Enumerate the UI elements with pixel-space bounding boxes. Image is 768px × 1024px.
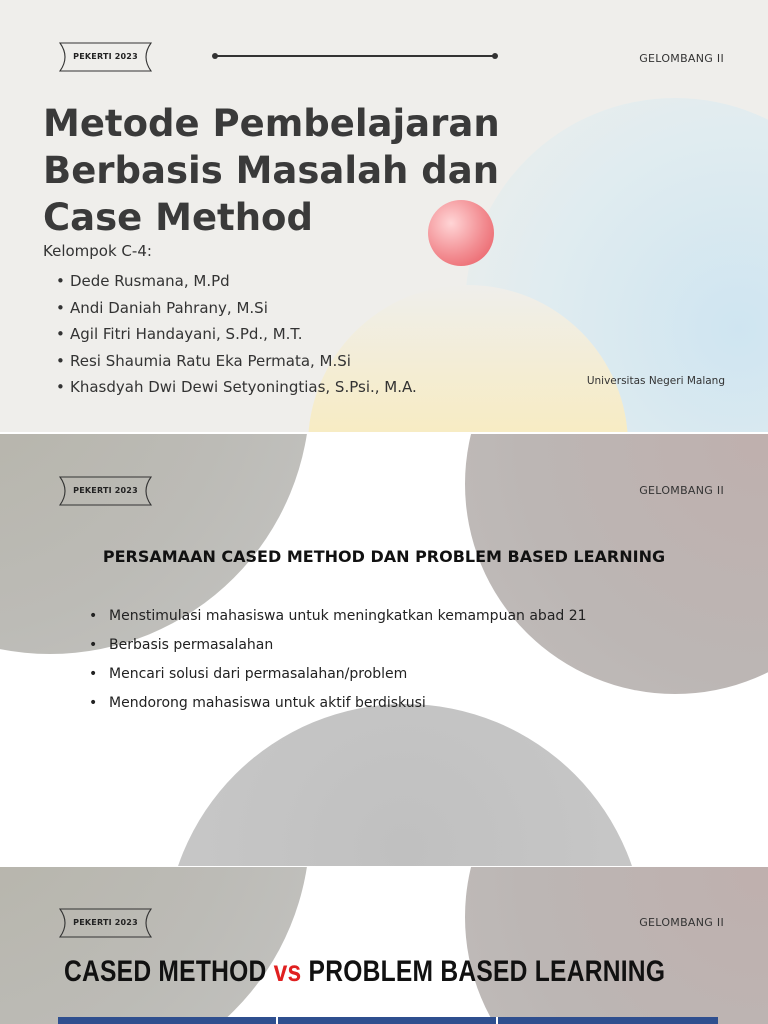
similarity-list bbox=[89, 604, 587, 720]
comparison-title bbox=[64, 955, 665, 989]
pekerti-badge bbox=[57, 42, 154, 72]
comparison-table-header bbox=[58, 1017, 718, 1024]
title-right: PROBLEM BASED LEARNING bbox=[308, 955, 666, 988]
line-end-dot bbox=[492, 53, 498, 59]
gray-circle-bottom bbox=[165, 704, 645, 866]
similarity-item: • Mendorong mahasiswa untuk aktif berdiskusi bbox=[89, 695, 426, 711]
presentation-title: Metode Pembelajaran Berbasis Masalah dan Case Method bbox=[43, 102, 500, 239]
decorative-line bbox=[214, 55, 497, 57]
university-label: Universitas Negeri Malang bbox=[586, 375, 725, 387]
similarity-item: • Mencari solusi dari permasalahan/problem bbox=[89, 666, 408, 682]
slide-2-similarities bbox=[0, 434, 768, 866]
member-item: • Agil Fitri Handayani, S.Pd., M.T. bbox=[56, 325, 303, 343]
similarity-item: • Menstimulasi mahasiswa untuk meningkatkan kemampuan abad 21 bbox=[89, 608, 587, 624]
table-header-cell bbox=[58, 1017, 278, 1024]
title-left: CASED METHOD bbox=[64, 955, 267, 988]
slide-title: PERSAMAAN CASED METHOD DAN PROBLEM BASED LEARNING bbox=[102, 547, 666, 566]
title-vs: vs bbox=[273, 955, 302, 988]
similarity-item: • Berbasis permasalahan bbox=[89, 637, 274, 653]
member-item: • Resi Shaumia Ratu Eka Permata, M.Si bbox=[56, 351, 351, 370]
badge-label: PEKERTI 2023 bbox=[73, 918, 138, 927]
wave-label: GELOMBANG II bbox=[639, 52, 724, 65]
badge-label: PEKERTI 2023 bbox=[73, 486, 138, 495]
wave-label: GELOMBANG II bbox=[639, 484, 724, 497]
group-label: Kelompok C-4: bbox=[43, 242, 152, 260]
member-item: • Dede Rusmana, M.Pd bbox=[56, 272, 230, 290]
slide-1-title bbox=[0, 0, 768, 432]
gray-circle-left bbox=[0, 867, 310, 1024]
pekerti-badge bbox=[57, 476, 154, 506]
table-header-cell bbox=[278, 1017, 498, 1024]
badge-label: PEKERTI 2023 bbox=[73, 52, 138, 61]
line-start-dot bbox=[212, 53, 218, 59]
slide-3-comparison bbox=[0, 867, 768, 1024]
member-item: • Andi Daniah Pahrany, M.Si bbox=[56, 298, 268, 317]
member-list bbox=[56, 268, 417, 401]
pekerti-badge bbox=[57, 908, 154, 938]
member-item: • Khasdyah Dwi Dewi Setyoningtias, S.Psi., M.A. bbox=[56, 378, 417, 396]
gray-circle-right bbox=[465, 867, 768, 1024]
wave-label: GELOMBANG II bbox=[639, 916, 724, 929]
